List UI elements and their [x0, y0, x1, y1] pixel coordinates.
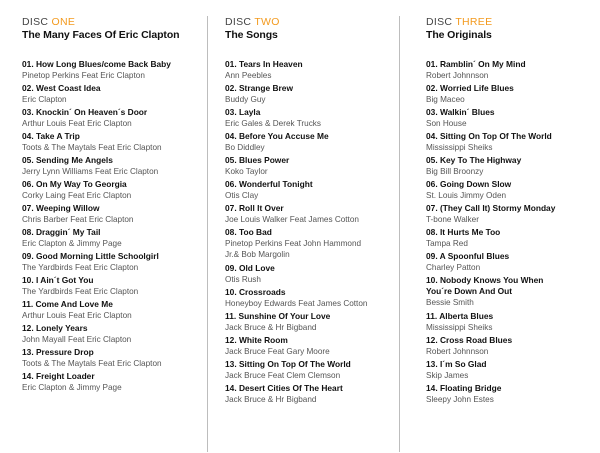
- track-title: 11. Come And Love Me: [22, 299, 113, 309]
- disc-word: DISC: [22, 16, 49, 28]
- track-artist: Skip James: [426, 371, 469, 380]
- track-title: 05. Key To The Highway: [426, 155, 522, 165]
- track-title: 08. Draggin´ My Tail: [22, 227, 101, 237]
- track-title: 05. Sending Me Angels: [22, 155, 113, 165]
- track-item: [22, 107, 202, 131]
- track-item: [426, 203, 596, 227]
- track-item: [22, 155, 202, 179]
- track-item: [426, 275, 596, 311]
- track-artist: Jack Bruce & Hr Bigband: [225, 323, 317, 332]
- track-title: 11. Sunshine Of Your Love: [225, 311, 331, 321]
- track-artist: Bo Diddley: [225, 143, 265, 152]
- track-item: [22, 131, 202, 155]
- track-title: 07. (They Call It) Stormy Monday: [426, 203, 556, 213]
- track-artist: Jack Bruce Feat Clem Clemson: [225, 371, 341, 380]
- track-artist: Pinetop Perkins Feat John Hammond: [225, 239, 362, 248]
- track-title-continued: You´re Down And Out: [426, 286, 513, 296]
- track-artist: Koko Taylor: [225, 167, 268, 176]
- track-artist: Buddy Guy: [225, 95, 266, 104]
- track-artist: Jack Bruce Feat Gary Moore: [225, 347, 330, 356]
- track-title: 02. Strange Brew: [225, 83, 293, 93]
- track-title: 03. Layla: [225, 107, 261, 117]
- track-item: [22, 323, 202, 347]
- track-title: 02. West Coast Idea: [22, 83, 101, 93]
- track-artist: Chris Barber Feat Eric Clapton: [22, 215, 134, 224]
- disc-number: THREE: [455, 16, 493, 28]
- track-title: 10. Crossroads: [225, 287, 286, 297]
- track-item: [426, 335, 596, 359]
- track-item: [225, 359, 395, 383]
- track-item: [225, 179, 395, 203]
- track-artist: Eric Clapton & Jimmy Page: [22, 383, 122, 392]
- track-title: 13. I´m So Glad: [426, 359, 487, 369]
- track-title: 12. Lonely Years: [22, 323, 88, 333]
- track-list: [426, 59, 596, 407]
- track-artist: Charley Patton: [426, 263, 481, 272]
- track-item: [22, 251, 202, 275]
- track-title: 14. Desert Cities Of The Heart: [225, 383, 343, 393]
- track-item: [426, 383, 596, 407]
- track-item: [426, 107, 596, 131]
- track-artist: Jerry Lynn Williams Feat Eric Clapton: [22, 167, 159, 176]
- track-artist: Tampa Red: [426, 239, 468, 248]
- track-artist: Mississippi Sheiks: [426, 323, 493, 332]
- track-item: [426, 179, 596, 203]
- track-item: [225, 59, 395, 83]
- track-artist: Corky Laing Feat Eric Clapton: [22, 191, 132, 200]
- track-title: 14. Freight Loader: [22, 371, 95, 381]
- track-artist-continued: Jr.& Bob Margolin: [225, 250, 290, 259]
- track-artist: The Yardbirds Feat Eric Clapton: [22, 263, 139, 272]
- track-artist: Toots & The Maytals Feat Eric Clapton: [22, 359, 162, 368]
- track-title: 07. Roll It Over: [225, 203, 284, 213]
- track-item: [22, 227, 202, 251]
- track-item: [22, 59, 202, 83]
- track-item: [225, 203, 395, 227]
- disc-word: DISC: [225, 16, 252, 28]
- track-title: 03. Walkin´ Blues: [426, 107, 495, 117]
- track-item: [22, 347, 202, 371]
- disc-one-column: [22, 16, 202, 395]
- disc-title: The Songs: [225, 29, 278, 41]
- track-item: [426, 359, 596, 383]
- track-item: [22, 371, 202, 395]
- track-artist: Big Maceo: [426, 95, 465, 104]
- track-list: [225, 59, 395, 407]
- track-item: [22, 275, 202, 299]
- track-title: 07. Weeping Willow: [22, 203, 100, 213]
- track-title: 13. Sitting On Top Of The World: [225, 359, 351, 369]
- track-artist: Arthur Louis Feat Eric Clapton: [22, 119, 132, 128]
- track-item: [426, 227, 596, 251]
- track-title: 01. Tears In Heaven: [225, 59, 303, 69]
- disc-title: The Originals: [426, 29, 492, 41]
- track-item: [225, 83, 395, 107]
- track-artist: Eric Gales & Derek Trucks: [225, 119, 321, 128]
- track-artist: Jack Bruce & Hr Bigband: [225, 395, 317, 404]
- track-item: [426, 155, 596, 179]
- track-artist: Joe Louis Walker Feat James Cotton: [225, 215, 359, 224]
- track-item: [225, 155, 395, 179]
- track-title: 05. Blues Power: [225, 155, 290, 165]
- track-title: 03. Knockin´ On Heaven´s Door: [22, 107, 148, 117]
- disc-three-column: [426, 16, 596, 407]
- track-title: 10. I Ain´t Got You: [22, 275, 94, 285]
- track-item: [225, 263, 395, 287]
- track-artist: Eric Clapton & Jimmy Page: [22, 239, 122, 248]
- track-artist: Arthur Louis Feat Eric Clapton: [22, 311, 132, 320]
- disc-title: The Many Faces Of Eric Clapton: [22, 29, 180, 41]
- track-title: 12. Cross Road Blues: [426, 335, 513, 345]
- track-artist: Robert Johnnson: [426, 347, 489, 356]
- track-item: [426, 131, 596, 155]
- track-item: [225, 287, 395, 311]
- track-item: [225, 311, 395, 335]
- track-title: 01. Ramblin´ On My Mind: [426, 59, 526, 69]
- track-artist: The Yardbirds Feat Eric Clapton: [22, 287, 139, 296]
- track-artist: Otis Rush: [225, 275, 261, 284]
- track-title: 12. White Room: [225, 335, 288, 345]
- track-artist: Son House: [426, 119, 467, 128]
- track-item: [426, 251, 596, 275]
- disc-two-column: [225, 16, 395, 407]
- track-title: 06. Going Down Slow: [426, 179, 512, 189]
- track-item: [426, 311, 596, 335]
- track-item: [225, 107, 395, 131]
- track-artist: Mississippi Sheiks: [426, 143, 493, 152]
- disc-heading: [426, 16, 596, 29]
- column-divider: [207, 16, 208, 452]
- disc-number: TWO: [254, 16, 280, 28]
- column-divider: [399, 16, 400, 452]
- track-title: 09. Good Morning Little Schoolgirl: [22, 251, 159, 261]
- track-artist: Honeyboy Edwards Feat James Cotton: [225, 299, 368, 308]
- track-title: 09. A Spoonful Blues: [426, 251, 510, 261]
- track-artist: Eric Clapton: [22, 95, 67, 104]
- track-title: 13. Pressure Drop: [22, 347, 94, 357]
- track-title: 11. Alberta Blues: [426, 311, 494, 321]
- track-artist: Pinetop Perkins Feat Eric Clapton: [22, 71, 145, 80]
- track-title: 06. Wonderful Tonight: [225, 179, 313, 189]
- track-title: 02. Worried Life Blues: [426, 83, 514, 93]
- track-title: 01. How Long Blues/come Back Baby: [22, 59, 171, 69]
- disc-heading: [22, 16, 202, 29]
- disc-heading: [225, 16, 395, 29]
- track-artist: Sleepy John Estes: [426, 395, 494, 404]
- track-artist: John Mayall Feat Eric Clapton: [22, 335, 132, 344]
- track-artist: St. Louis Jimmy Oden: [426, 191, 507, 200]
- track-artist: Big Bill Broonzy: [426, 167, 484, 176]
- track-item: [225, 131, 395, 155]
- track-item: [22, 299, 202, 323]
- track-title: 04. Before You Accuse Me: [225, 131, 329, 141]
- track-item: [22, 203, 202, 227]
- disc-word: DISC: [426, 16, 453, 28]
- track-title: 14. Floating Bridge: [426, 383, 502, 393]
- track-item: [225, 335, 395, 359]
- track-item: [426, 59, 596, 83]
- track-title: 04. Take A Trip: [22, 131, 80, 141]
- track-title: 10. Nobody Knows You When: [426, 275, 544, 285]
- disc-number: ONE: [51, 16, 76, 28]
- track-artist: Robert Johnnson: [426, 71, 489, 80]
- track-artist: Ann Peebles: [225, 71, 272, 80]
- track-item: [22, 179, 202, 203]
- track-title: 04. Sitting On Top Of The World: [426, 131, 552, 141]
- track-item: [225, 383, 395, 407]
- track-title: 06. On My Way To Georgia: [22, 179, 127, 189]
- track-artist: T-bone Walker: [426, 215, 479, 224]
- track-title: 08. Too Bad: [225, 227, 272, 237]
- track-title: 08. It Hurts Me Too: [426, 227, 501, 237]
- track-title: 09. Old Love: [225, 263, 275, 273]
- track-artist: Bessie Smith: [426, 298, 474, 307]
- track-artist: Otis Clay: [225, 191, 259, 200]
- track-item: [22, 83, 202, 107]
- track-artist: Toots & The Maytals Feat Eric Clapton: [22, 143, 162, 152]
- track-item: [426, 83, 596, 107]
- track-item: [225, 227, 395, 263]
- track-list: [22, 59, 202, 395]
